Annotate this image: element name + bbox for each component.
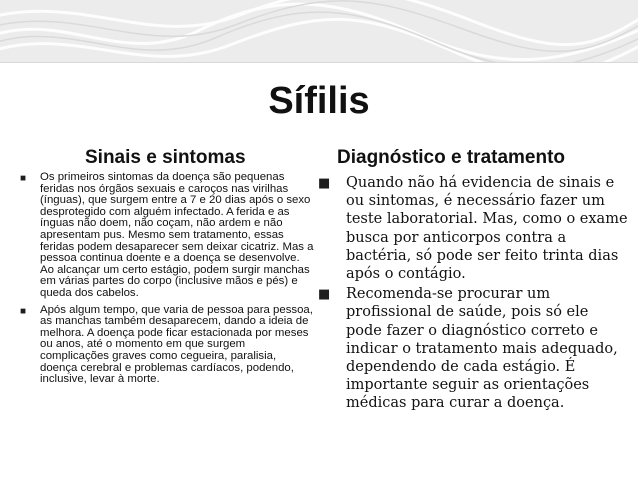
bullet-text: Os primeiros sintomas da doença são pequenas feridas nos órgãos sexuais e caroços nas virilhas (ínguas), que surgem entre a 7 e 20 dias após o sexo desprotegido com alguém infectado. A ferida e as ínguas não doem, não coçam, não ardem e não apresentam pus. Mesmo sem tratamento, essas feridas podem desaparecer sem deixar cicatriz. Mas a pessoa continua doente e a doença se desenvolve. Ao alcançar um certo estágio, podem surgir manchas em várias partes do corpo (inclusive mãos e pés) e queda dos cabelos.: [40, 171, 314, 299]
list-item: [14, 172, 314, 300]
square-bullet-icon: ■: [20, 173, 27, 184]
wave-pattern: [0, 0, 638, 62]
square-bullet-icon: ■: [318, 287, 331, 303]
list-item: [318, 285, 628, 412]
list-item: [318, 174, 628, 283]
bullet-text: Quando não há evidencia de sinais e ou sintomas, é necessário fazer um teste laboratorial. Mas, como o exame busca por anticorpos contra a bactéria, só pode ser feito trinta dias após o contágio.: [346, 175, 628, 283]
list-item: [14, 305, 314, 386]
square-bullet-icon: ■: [318, 176, 331, 191]
signs-symptoms-list: [14, 172, 314, 391]
diagnosis-treatment-heading: Diagnóstico e tratamento: [337, 147, 566, 168]
slide-title: Sífilis: [268, 80, 370, 122]
bullet-text: Recomenda-se procurar um profissional de saúde, pois só ele pode fazer o diagnóstico correto e indicar o tratamento mais adequado, dependendo de cada estágio. É importante seguir as orientações médicas para curar a doença.: [346, 286, 618, 412]
square-bullet-icon: ■: [20, 305, 27, 317]
bullet-text: Após algum tempo, que varia de pessoa para pessoa, as manchas também desaparecem, dando a ideia de melhora. A doença pode ficar estacionada por meses ou anos, até o momento em que surgem complicações graves como cegueira, paralisia, doença cerebral e problemas cardíacos, podendo, inclusive, levar à morte.: [40, 303, 313, 386]
diagnosis-treatment-list: [318, 174, 628, 415]
signs-symptoms-heading: Sinais e sintomas: [85, 147, 246, 168]
decorative-header-band: [0, 0, 638, 63]
